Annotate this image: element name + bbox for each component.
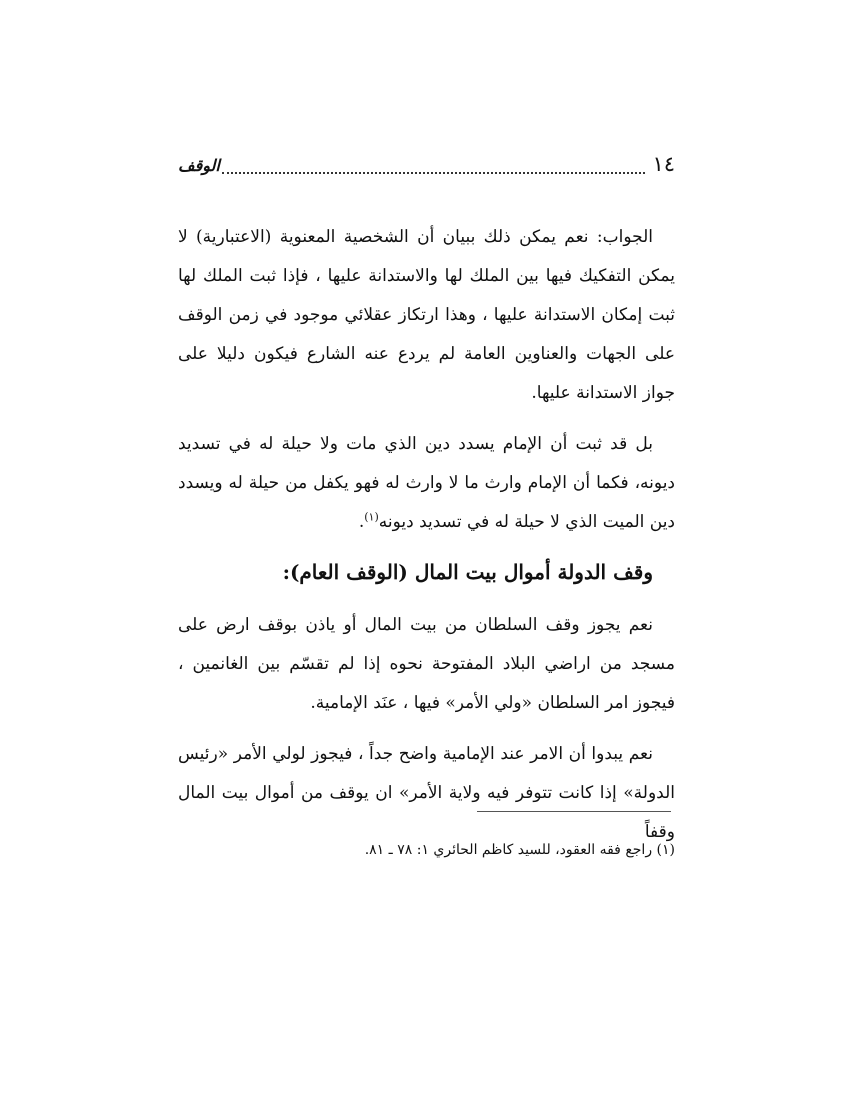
page-number: ١٤ [652,152,675,176]
paragraph-3: نعم يجوز وقف السلطان من بيت المال أو ياذن بوقف ارض على مسجد من اراضي البلاد المفتوحة نحوه إذا لم تقسّم بين الغانمين ، فيجوز امر السلطان «ولي الأمر» فيها ، عنَد الإمامية. [178,615,675,713]
header-leader-dots [222,158,645,174]
footnote-reference: (١) [364,510,379,524]
paragraph-1: الجواب: نعم يمكن ذلك ببيان أن الشخصية المعنوية (الاعتبارية) لا يمكن التفكيك فيها بين الملك لها والاستدانة عليها ، فإذا ثبت الملك لها ثبت إمكان الاستدانة عليها ، وهذا ارتكاز عقلائي موجود في زمن الوقف على الجهات والعناوين العامة لم يردع عنه الشارع فيكون دليلا على جواز الاستدانة عليها. [178,227,675,403]
footnote-divider [477,811,671,812]
chapter-title: الوقف [178,156,220,175]
paragraph-4: نعم يبدوا أن الامر عند الإمامية واضح جداً ، فيجوز لولي الأمر «رئيس الدولة» إذا كانت تتوفر فيه ولاية الأمر» ان يوقف من أموال بيت المال وقفاً [178,744,675,842]
paragraph-2-end: . [358,512,365,532]
running-header [178,152,675,184]
paragraph-2-text: بل قد ثبت أن الإمام يسدد دين الذي مات ولا حيلة له في تسديد ديونه، فكما أن الإمام وارث ما لا وارث له فهو يكفل من حيلة له ويسدد دين الميت الذي لا حيلة له في تسديد ديونه [178,434,675,532]
section-heading: وقف الدولة أموال بيت المال (الوقف العام): [282,560,653,584]
footnote: (١) راجع فقه العقود، للسيد كاظم الحائري ١: ٧٨ ـ ٨١. [364,842,675,858]
paragraph-2 [178,425,675,542]
body-text [178,218,675,864]
